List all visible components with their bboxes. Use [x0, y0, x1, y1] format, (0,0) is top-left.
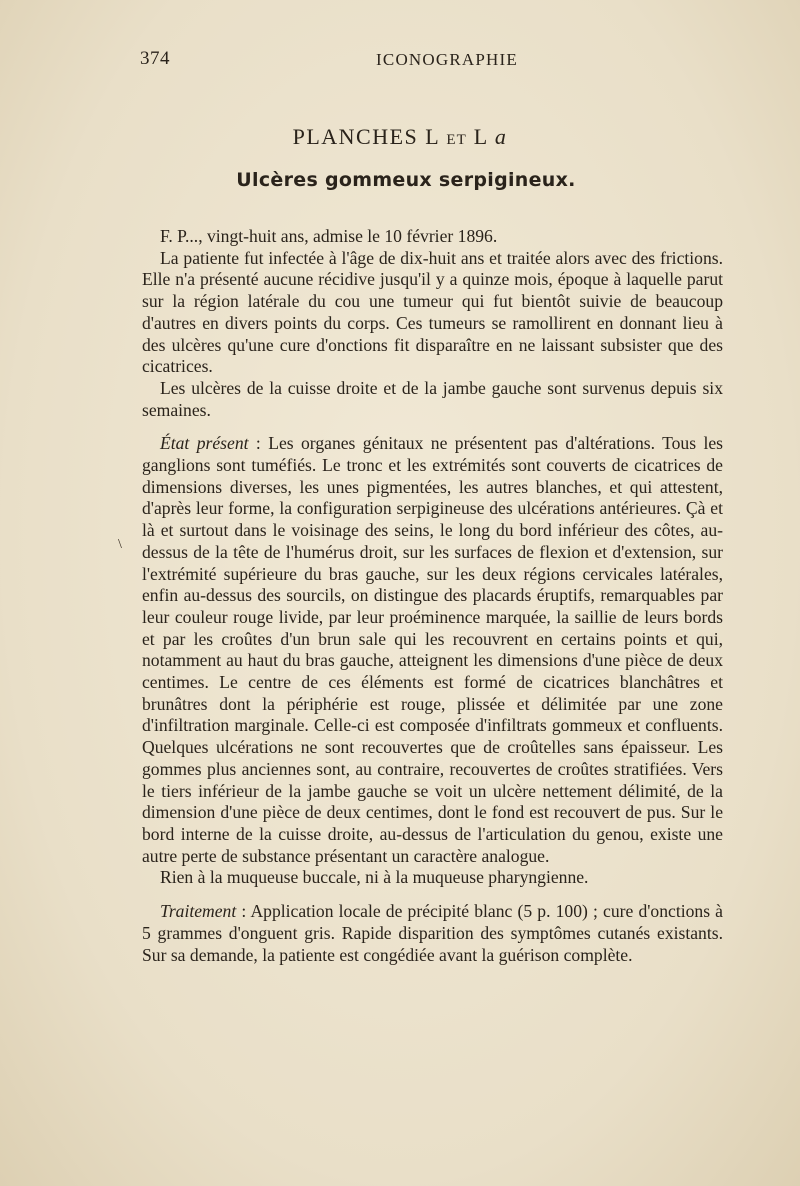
plates-prefix: PLANCHES L — [292, 124, 440, 149]
section-title: Ulcères gommeux serpigineux. — [236, 169, 576, 191]
page-number: 374 — [140, 48, 170, 69]
paragraph-treatment — [142, 901, 723, 966]
treatment-label: Traitement — [160, 901, 237, 922]
present-state-label: État présent — [160, 433, 249, 454]
paragraph-present-state — [142, 433, 723, 867]
paragraph-intro: F. P..., vingt-huit ans, admise le 10 février 1896. — [160, 226, 498, 246]
margin-mark: \ — [118, 537, 122, 552]
plates-conj: ET — [446, 132, 467, 148]
paragraph-history: La patiente fut infectée à l'âge de dix-huit ans et traitée alors avec des frictions. Elle n'a présenté aucune récidive jusqu'il y a quinze mois, époque à laquelle parut sur la région latérale du cou une tumeur qui fut bientôt suivie de beaucoup d'autres en divers points du corps. Ces tumeurs se ramollirent en donnant lieu à des ulcères qu'une cure d'onctions fit disparaître en ne laissant subsister que des cicatrices. — [142, 247, 723, 377]
paragraph-mucosa: Rien à la muqueuse buccale, ni à la muqueuse pharyngienne. — [160, 867, 589, 888]
treatment-text: : Application locale de précipité blanc (5 p. 100) ; cure d'onctions à 5 grammes d'onguent gris. Rapide disparition des symptômes cutanés existants. Sur sa demande, la patiente est congédiée avant la guérison complète. — [142, 901, 723, 965]
body-text — [142, 226, 723, 966]
plates-suffix: L — [473, 124, 488, 149]
running-title: ICONOGRAPHIE — [376, 50, 518, 69]
running-head — [140, 44, 724, 76]
paragraph-ulcers: Les ulcères de la cuisse droite et de la jambe gauche sont survenus depuis six semaines. — [142, 377, 723, 420]
plates-suffix-letter: a — [494, 124, 508, 149]
plates-title — [0, 124, 800, 150]
present-state-text: : Les organes génitaux ne présentent pas d'altérations. Tous les ganglions sont tuméfiés. Le tronc et les extrémités sont couverts de cicatrices de dimensions diverses, les unes pigmentées, les autres blanches, et qui attestent, d'après leur forme, la configuration serpigineuse des ulcérations antérieures. Çà et là et surtout dans le voisinage des seins, le long du bord inférieur des côtes, au-dessus de la tête de l'humérus droit, sur les surfaces de flexion et d'extension, sur l'extrémité supérieure du bras gauche, sur les deux régions cervicales latérales, enfin au-dessus des sourcils, on distingue des placards éruptifs, remarquables par leur couleur rouge livide, par leur proéminence marquée, la saillie de leurs bords et par les croûtes d'un brun sale qui les recouvrent en certains points et qui, notamment au haut du bras gauche, atteignent les dimensions d'une pièce de deux centimes. Le centre de ces éléments est formé de cicatrices blanchâtres et brunâtres dont la périphérie est rouge, plissée et délimitée par une zone d'infiltration marginale. Celle-ci est composée d'infiltrats gommeux et confluents. Quelques ulcérations ne sont recouvertes que de croûtelles sans épaisseur. Les gommes plus anciennes sont, au contraire, recouvertes de croûtes stratifiées. Vers le tiers inférieur de la jambe gauche se voit un ulcère nettement délimité, de la dimension d'une pièce de deux centimes, dont le fond est recouvert de pus. Sur le bord interne de la cuisse droite, au-dessus de l'articulation du genou, existe une autre perte de substance présentant un caractère analogue. — [142, 433, 723, 866]
